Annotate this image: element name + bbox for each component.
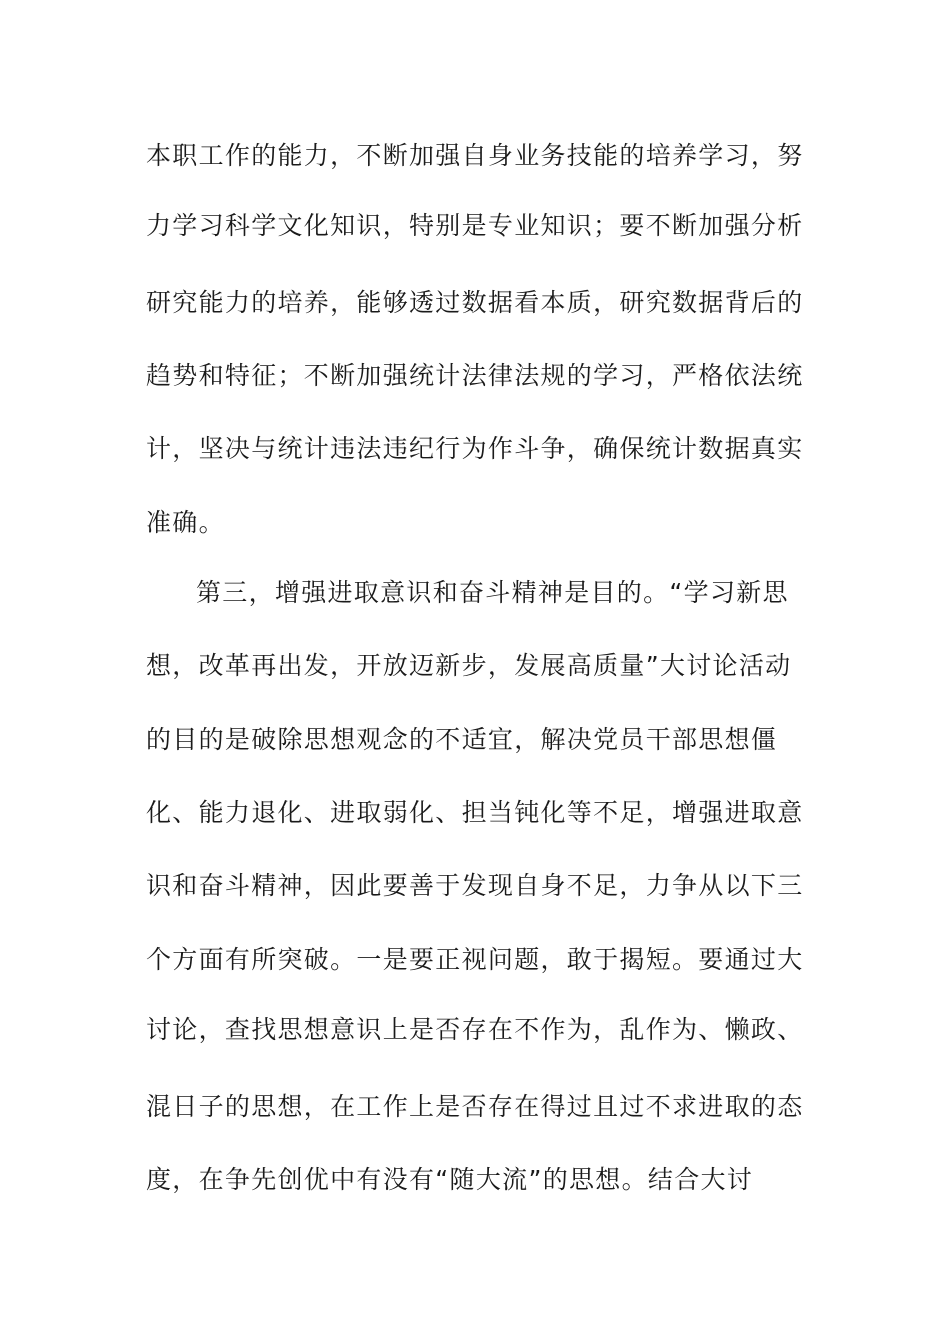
text-line: 趋势和特征；不断加强统计法律法规的学习，严格依法统 <box>146 361 804 390</box>
text-line: 讨论，查找思想意识上是否存在不作为，乱作为、懒政、 <box>146 1015 804 1044</box>
text-line: 的目的是破除思想观念的不适宜，解决党员干部思想僵 <box>146 725 778 754</box>
text-line: 力学习科学文化知识，特别是专业知识；要不断加强分析 <box>146 211 804 240</box>
text-line: 准确。 <box>146 508 225 537</box>
text-line: 化、能力退化、进取弱化、担当钝化等不足，增强进取意 <box>146 798 804 827</box>
text-line: 度，在争先创优中有没有“随大流”的思想。结合大讨 <box>146 1165 754 1194</box>
paragraph-start-line: 第三，增强进取意识和奋斗精神是目的。“学习新思 <box>196 578 789 607</box>
text-line: 计，坚决与统计违法违纪行为作斗争，确保统计数据真实 <box>146 434 804 463</box>
text-line: 想，改革再出发，开放迈新步，发展高质量”大讨论活动 <box>146 651 792 680</box>
text-line: 本职工作的能力，不断加强自身业务技能的培养学习，努 <box>146 141 804 170</box>
text-line: 识和奋斗精神，因此要善于发现自身不足，力争从以下三 <box>146 871 804 900</box>
text-line: 混日子的思想，在工作上是否存在得过且过不求进取的态 <box>146 1092 804 1121</box>
text-line: 研究能力的培养，能够透过数据看本质，研究数据背后的 <box>146 288 804 317</box>
text-line: 个方面有所突破。一是要正视问题，敢于揭短。要通过大 <box>146 945 804 974</box>
